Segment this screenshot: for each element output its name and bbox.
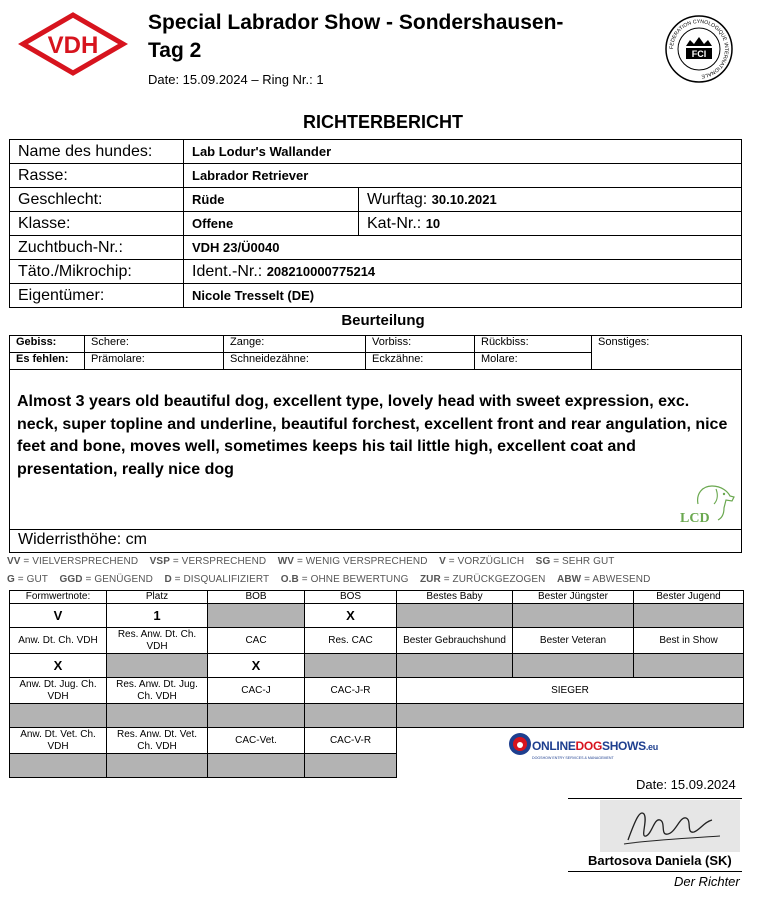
cac-vet-value	[208, 754, 305, 778]
platz-value: 1	[107, 604, 208, 628]
cat-cell	[359, 212, 742, 236]
table-row	[10, 188, 742, 212]
class-value: Offene	[184, 212, 359, 236]
table-row	[10, 678, 744, 704]
cac-j-label: CAC-J	[208, 678, 305, 704]
legend-abbr: VSP	[149, 556, 170, 567]
vorbiss-cell: Vorbiss:	[366, 336, 475, 353]
show-title-line2: Tag 2	[148, 39, 202, 62]
legend-text: VIELVERSPRECHEND	[32, 556, 139, 567]
lcd-logo-text: LCD	[680, 511, 710, 526]
owner-value: Nicole Tresselt (DE)	[184, 284, 742, 308]
res-anw-vdh-value	[107, 654, 208, 678]
show-title	[148, 9, 618, 65]
table-row	[10, 336, 742, 353]
cat-label: Kat-Nr.:	[367, 214, 422, 232]
table-row	[10, 260, 742, 284]
ods-brand-eu: .eu	[645, 742, 658, 752]
legend-text: SEHR GUT	[562, 556, 615, 567]
ods-brand-online: ONLINE	[532, 739, 576, 753]
cac-label: CAC	[208, 628, 305, 654]
dog-name-label: Name des hundes:	[10, 140, 184, 164]
bob-value	[208, 604, 305, 628]
studbook-value: VDH 23/Ü0040	[184, 236, 742, 260]
judge-name: Bartosova Daniela (SK)	[588, 853, 732, 868]
ods-brand-shows: SHOWS	[601, 739, 646, 753]
praemolare-cell: Prämolare:	[85, 353, 224, 370]
ods-tagline: DOGSHOW ENTRY SERVICES & MANAGEMENT	[532, 756, 614, 760]
table-row	[10, 604, 744, 628]
dog-info-table	[9, 139, 742, 308]
legend-abbr: SG	[535, 556, 551, 567]
vdh-logo-text: VDH	[47, 32, 99, 59]
fci-logo-text: FCI	[691, 49, 707, 59]
cat-value: 10	[425, 215, 441, 231]
lcd-logo	[676, 478, 738, 526]
legend-line-1: VV = VIELVERSPRECHEND VSP = VERSPRECHEND WV = WENIG VERSPRECHEND V = VORZÜGLICH SG = SEHR GUT	[7, 556, 615, 567]
anw-vet-value	[10, 754, 107, 778]
owner-label: Eigentümer:	[10, 284, 184, 308]
legend-text: ZURÜCKGEZOGEN	[452, 574, 546, 585]
molare-cell: Molare:	[475, 353, 592, 370]
vdh-logo	[20, 12, 126, 76]
show-title-line1: Special Labrador Show - Sondershausen-	[148, 11, 564, 34]
legend-text: ABWESEND	[592, 574, 651, 585]
legend-abbr: G	[7, 574, 15, 585]
legend-abbr: GGD	[59, 574, 83, 585]
cac-j-r-value	[305, 704, 397, 728]
fci-ring-text: FEDERATION CYNOLOGIQUE INTERNATIONALE	[668, 18, 730, 79]
eckzaehne-cell: Eckzähne:	[366, 353, 475, 370]
legend-text: WENIG VERSPRECHEND	[305, 556, 428, 567]
class-label: Klasse:	[10, 212, 184, 236]
anw-vdh-label: Anw. Dt. Ch. VDH	[10, 628, 107, 654]
sex-value: Rüde	[184, 188, 359, 212]
res-anw-vdh-label: Res. Anw. Dt. Ch. VDH	[107, 628, 208, 654]
table-row	[10, 654, 744, 678]
legend-text: GUT	[26, 574, 49, 585]
res-cac-value	[305, 654, 397, 678]
table-row	[10, 140, 742, 164]
legend-abbr: ABW	[557, 574, 582, 585]
legend-abbr: VV	[7, 556, 21, 567]
svg-text:ONLINEDOGSHOWS.eu	[532, 739, 658, 753]
table-row	[10, 704, 744, 728]
cac-v-r-value	[305, 754, 397, 778]
sex-label: Geschlecht:	[10, 188, 184, 212]
rueckbiss-cell: Rückbiss:	[475, 336, 592, 353]
formwertnote-value: V	[10, 604, 107, 628]
res-anw-jug-label: Res. Anw. Dt. Jug. Ch. VDH	[107, 678, 208, 704]
signature-line-bottom	[568, 871, 742, 872]
legend-text: GENÜGEND	[94, 574, 153, 585]
res-anw-vet-label: Res. Anw. Dt. Vet. Ch. VDH	[107, 728, 208, 754]
chip-label: Täto./Mikrochip:	[10, 260, 184, 284]
platz-label: Platz	[107, 591, 208, 604]
zange-cell: Zange:	[224, 336, 366, 353]
formwertnote-label: Formwertnote:	[10, 591, 107, 604]
legend-abbr: ZUR	[419, 574, 441, 585]
dob-value: 30.10.2021	[431, 191, 497, 207]
ods-brand-dog: DOG	[575, 739, 602, 753]
ident-cell	[184, 260, 742, 284]
bob-label: BOB	[208, 591, 305, 604]
dob-cell	[359, 188, 742, 212]
report-title: RICHTERBERICHT	[303, 112, 463, 132]
legend-abbr: WV	[277, 556, 295, 567]
breed-value: Labrador Retriever	[184, 164, 742, 188]
date-ring: Date: 15.09.2024 – Ring Nr.: 1	[148, 72, 324, 87]
veteran-value	[513, 654, 634, 678]
ident-label: Ident.-Nr.:	[192, 262, 263, 280]
legend-abbr: V	[439, 556, 446, 567]
legend-text: VERSPRECHEND	[181, 556, 267, 567]
best-youngest-value	[513, 604, 634, 628]
sonstiges-cell: Sonstiges:	[592, 336, 742, 370]
cac-vet-label: CAC-Vet.	[208, 728, 305, 754]
working-dog-label: Bester Gebrauchshund	[397, 628, 513, 654]
bos-label: BOS	[305, 591, 397, 604]
cac-v-r-label: CAC-V-R	[305, 728, 397, 754]
studbook-label: Zuchtbuch-Nr.:	[10, 236, 184, 260]
table-row	[10, 284, 742, 308]
anw-jug-label: Anw. Dt. Jug. Ch. VDH	[10, 678, 107, 704]
table-row	[10, 236, 742, 260]
best-in-show-label: Best in Show	[634, 628, 744, 654]
anw-vdh-value: X	[10, 654, 107, 678]
best-junior-value	[634, 604, 744, 628]
cac-value: X	[208, 654, 305, 678]
assessment-title: Beurteilung	[341, 312, 425, 329]
ident-value: 208210000775214	[266, 263, 376, 279]
judge-role: Der Richter	[674, 874, 740, 889]
best-baby-label: Bestes Baby	[397, 591, 513, 604]
teeth-table	[9, 335, 742, 370]
withers-field: Widerristhöhe: cm	[9, 529, 742, 553]
table-row	[10, 164, 742, 188]
cac-j-value	[208, 704, 305, 728]
res-anw-vet-value	[107, 754, 208, 778]
table-row	[10, 591, 744, 604]
best-youngest-label: Bester Jüngster	[513, 591, 634, 604]
best-baby-value	[397, 604, 513, 628]
table-row	[10, 212, 742, 236]
breed-label: Rasse:	[10, 164, 184, 188]
legend-abbr: D	[164, 574, 172, 585]
signature-line-top	[568, 798, 742, 799]
fehlen-label: Es fehlen:	[10, 353, 85, 370]
veteran-label: Bester Veteran	[513, 628, 634, 654]
table-row	[10, 628, 744, 654]
working-dog-value	[397, 654, 513, 678]
bos-value: X	[305, 604, 397, 628]
best-in-show-value	[634, 654, 744, 678]
best-junior-label: Bester Jugend	[634, 591, 744, 604]
handwritten-signature	[600, 800, 740, 852]
legend-text: VORZÜGLICH	[457, 556, 525, 567]
sieger-label: SIEGER	[397, 678, 744, 704]
anw-jug-value	[10, 704, 107, 728]
schneidezaehne-cell: Schneidezähne:	[224, 353, 366, 370]
dog-name-value: Lab Lodur's Wallander	[184, 140, 742, 164]
legend-text: OHNE BEWERTUNG	[310, 574, 409, 585]
legend-text: DISQUALIFIZIERT	[183, 574, 270, 585]
cac-j-r-label: CAC-J-R	[305, 678, 397, 704]
legend-abbr: O.B	[280, 574, 299, 585]
res-cac-label: Res. CAC	[305, 628, 397, 654]
dob-label: Wurftag:	[367, 190, 428, 208]
schere-cell: Schere:	[85, 336, 224, 353]
anw-vet-label: Anw. Dt. Vet. Ch. VDH	[10, 728, 107, 754]
sieger-value	[397, 704, 744, 728]
signature-date: Date: 15.09.2024	[636, 777, 736, 792]
critique-text: Almost 3 years old beautiful dog, excellent type, lovely head with sweet expression, exc. neck, super topline and underline, beautiful forchest, excellent front and rear angulation, nice feet and bone, moves well, sometimes keeps his tail little high, excellent coat and presentation, really nice dog	[17, 393, 728, 478]
legend-line-2: G = GUT GGD = GENÜGEND D = DISQUALIFIZIERT O.B = OHNE BEWERTUNG ZUR = ZURÜCKGEZOGEN ABW = ABWESEND	[7, 574, 651, 585]
gebiss-label: Gebiss:	[10, 336, 85, 353]
onlinedogshows-logo	[508, 730, 658, 764]
res-anw-jug-value	[107, 704, 208, 728]
fci-logo	[664, 14, 734, 84]
